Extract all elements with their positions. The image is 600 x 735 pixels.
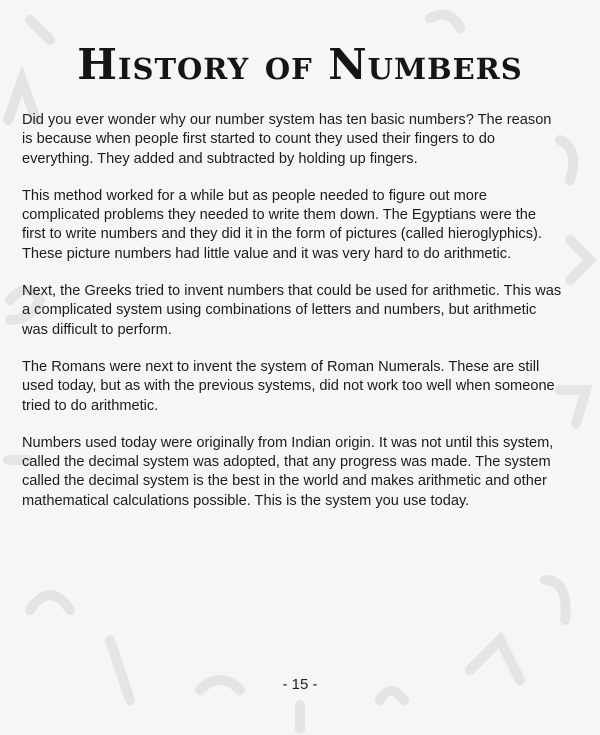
body-text — [22, 111, 562, 529]
paragraph-finger-counting: Did you ever wonder why our number system has ten basic numbers? The reason is because when people first started to count they used their fingers to do everything. They added and subtracted by holding up fingers. — [22, 112, 552, 167]
paragraph-greeks: Next, the Greeks tried to invent numbers that could be used for arithmetic. This was a complicated system using combinations of letters and numbers, but arithmetic was difficult to perform. — [22, 283, 562, 338]
paragraph-romans: The Romans were next to invent the system of Roman Numerals. These are still used today, but as with the previous systems, did not work too well when someone tried to do arithmetic. — [22, 358, 555, 414]
page-title: History of Numbers — [77, 40, 523, 89]
paragraph-decimal-system: Numbers used today were originally from Indian origin. It was not until this system, called the decimal system was adopted, that any progress was made. The system called the decimal system is the best in the world and makes arithmetic and other mathematical calculations possible. This is the system you use today. — [22, 434, 554, 509]
paragraph-egyptians: This method worked for a while but as people needed to figure out more complicated problems they needed to write them down. The Egyptians were the first to write numbers and they did it in the form of pictures (called hieroglyphics). These picture numbers had little value and it was very hard to do arithmetic. — [22, 187, 542, 262]
page-number: - 15 - — [282, 676, 318, 693]
